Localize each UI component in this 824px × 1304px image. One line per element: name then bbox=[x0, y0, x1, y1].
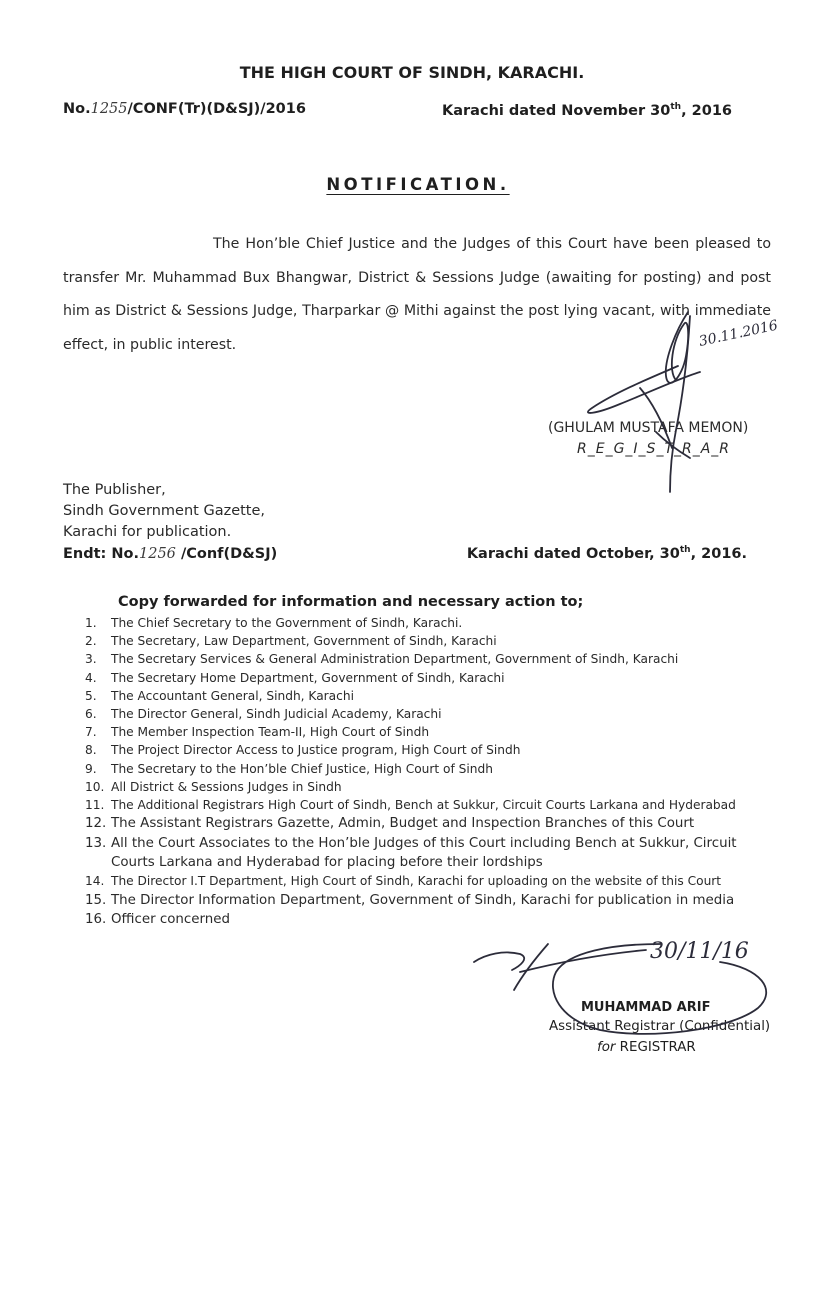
list-item: 4. The Secretary Home Department, Government of Sindh, Karachi bbox=[85, 670, 505, 685]
for-registrar: for REGISTRAR bbox=[597, 1040, 696, 1055]
assistant-registrar-title: Assistant Registrar (Confidential) bbox=[549, 1019, 771, 1034]
notification-date: Karachi dated November 30th, 2016 bbox=[442, 102, 732, 119]
svg-text:30/11/16: 30/11/16 bbox=[650, 939, 749, 964]
list-item: 13. All the Court Associates to the Hon’ble Judges of this Court including Bench at Sukkur, Circuit Courts Larkana and Hyderabad for placing before their lordships bbox=[85, 835, 737, 871]
registrar-name: (GHULAM MUSTAFA MEMON) bbox=[548, 420, 749, 436]
publisher-address: The Publisher, Sindh Government Gazette, Karachi for publication. bbox=[63, 482, 266, 540]
svg-text:30.11.2016: 30.11.2016 bbox=[697, 317, 780, 350]
list-item: 12. The Assistant Registrars Gazette, Admin, Budget and Inspection Branches of this Court bbox=[85, 816, 695, 832]
list-item: 8. The Project Director Access to Justice program, High Court of Sindh bbox=[85, 743, 521, 758]
assistant-registrar-name: MUHAMMAD ARIF bbox=[581, 1000, 711, 1015]
list-item: 2. The Secretary, Law Department, Government of Sindh, Karachi bbox=[85, 634, 497, 649]
copy-forwarded-heading: Copy forwarded for information and necessary action to; bbox=[118, 594, 584, 610]
endorsement-number: Endt: No.1256 /Conf(D&SJ) bbox=[63, 546, 278, 562]
registrar-title: R_E_G_I_S_T_R_A_R bbox=[577, 441, 731, 457]
list-item: 11. The Additional Registrars High Court of Sindh, Bench at Sukkur, Circuit Courts Larkana and Hyderabad bbox=[85, 798, 736, 813]
list-item: 15. The Director Information Department, Government of Sindh, Karachi for publication in media bbox=[85, 892, 735, 908]
list-item: 1. The Chief Secretary to the Government of Sindh, Karachi. bbox=[85, 616, 463, 630]
list-item: 10. All District & Sessions Judges in Sindh bbox=[85, 779, 342, 794]
ref-prefix: No. bbox=[63, 101, 91, 117]
endorsement-date: Karachi dated October, 30th, 2016. bbox=[466, 545, 747, 562]
list-item: 14. The Director I.T Department, High Court of Sindh, Karachi for uploading on the website of this Court bbox=[85, 874, 722, 889]
list-item: 6. The Director General, Sindh Judicial Academy, Karachi bbox=[85, 707, 442, 722]
ref-handwritten-number: 1255 bbox=[90, 101, 128, 117]
list-item: 5. The Accountant General, Sindh, Karachi bbox=[85, 688, 354, 703]
endt-handwritten-number: 1256 bbox=[139, 546, 176, 562]
list-item: 3. The Secretary Services & General Administration Department, Government of Sindh, Karachi bbox=[85, 652, 679, 667]
notification-heading: NOTIFICATION. bbox=[326, 175, 510, 194]
body-text: The Hon’ble Chief Justice and the Judges of this Court have been pleased to transfer Mr. Muhammad Bux Bhangwar, District & Sessions Judge (awaiting for posting) and post him as District & Sessions Judge, Tharparkar @ Mithi against the post lying vacant, with immediate effect, in public interest. bbox=[63, 236, 771, 353]
list-item: 9. The Secretary to the Hon’ble Chief Justice, High Court of Sindh bbox=[85, 761, 493, 776]
court-title: THE HIGH COURT OF SINDH, KARACHI. bbox=[239, 63, 585, 82]
ref-suffix: /CONF(Tr)(D&SJ)/2016 bbox=[127, 101, 306, 117]
list-item: 16. Officer concerned bbox=[85, 912, 230, 928]
list-item: 7. The Member Inspection Team-II, High Court of Sindh bbox=[85, 725, 430, 740]
